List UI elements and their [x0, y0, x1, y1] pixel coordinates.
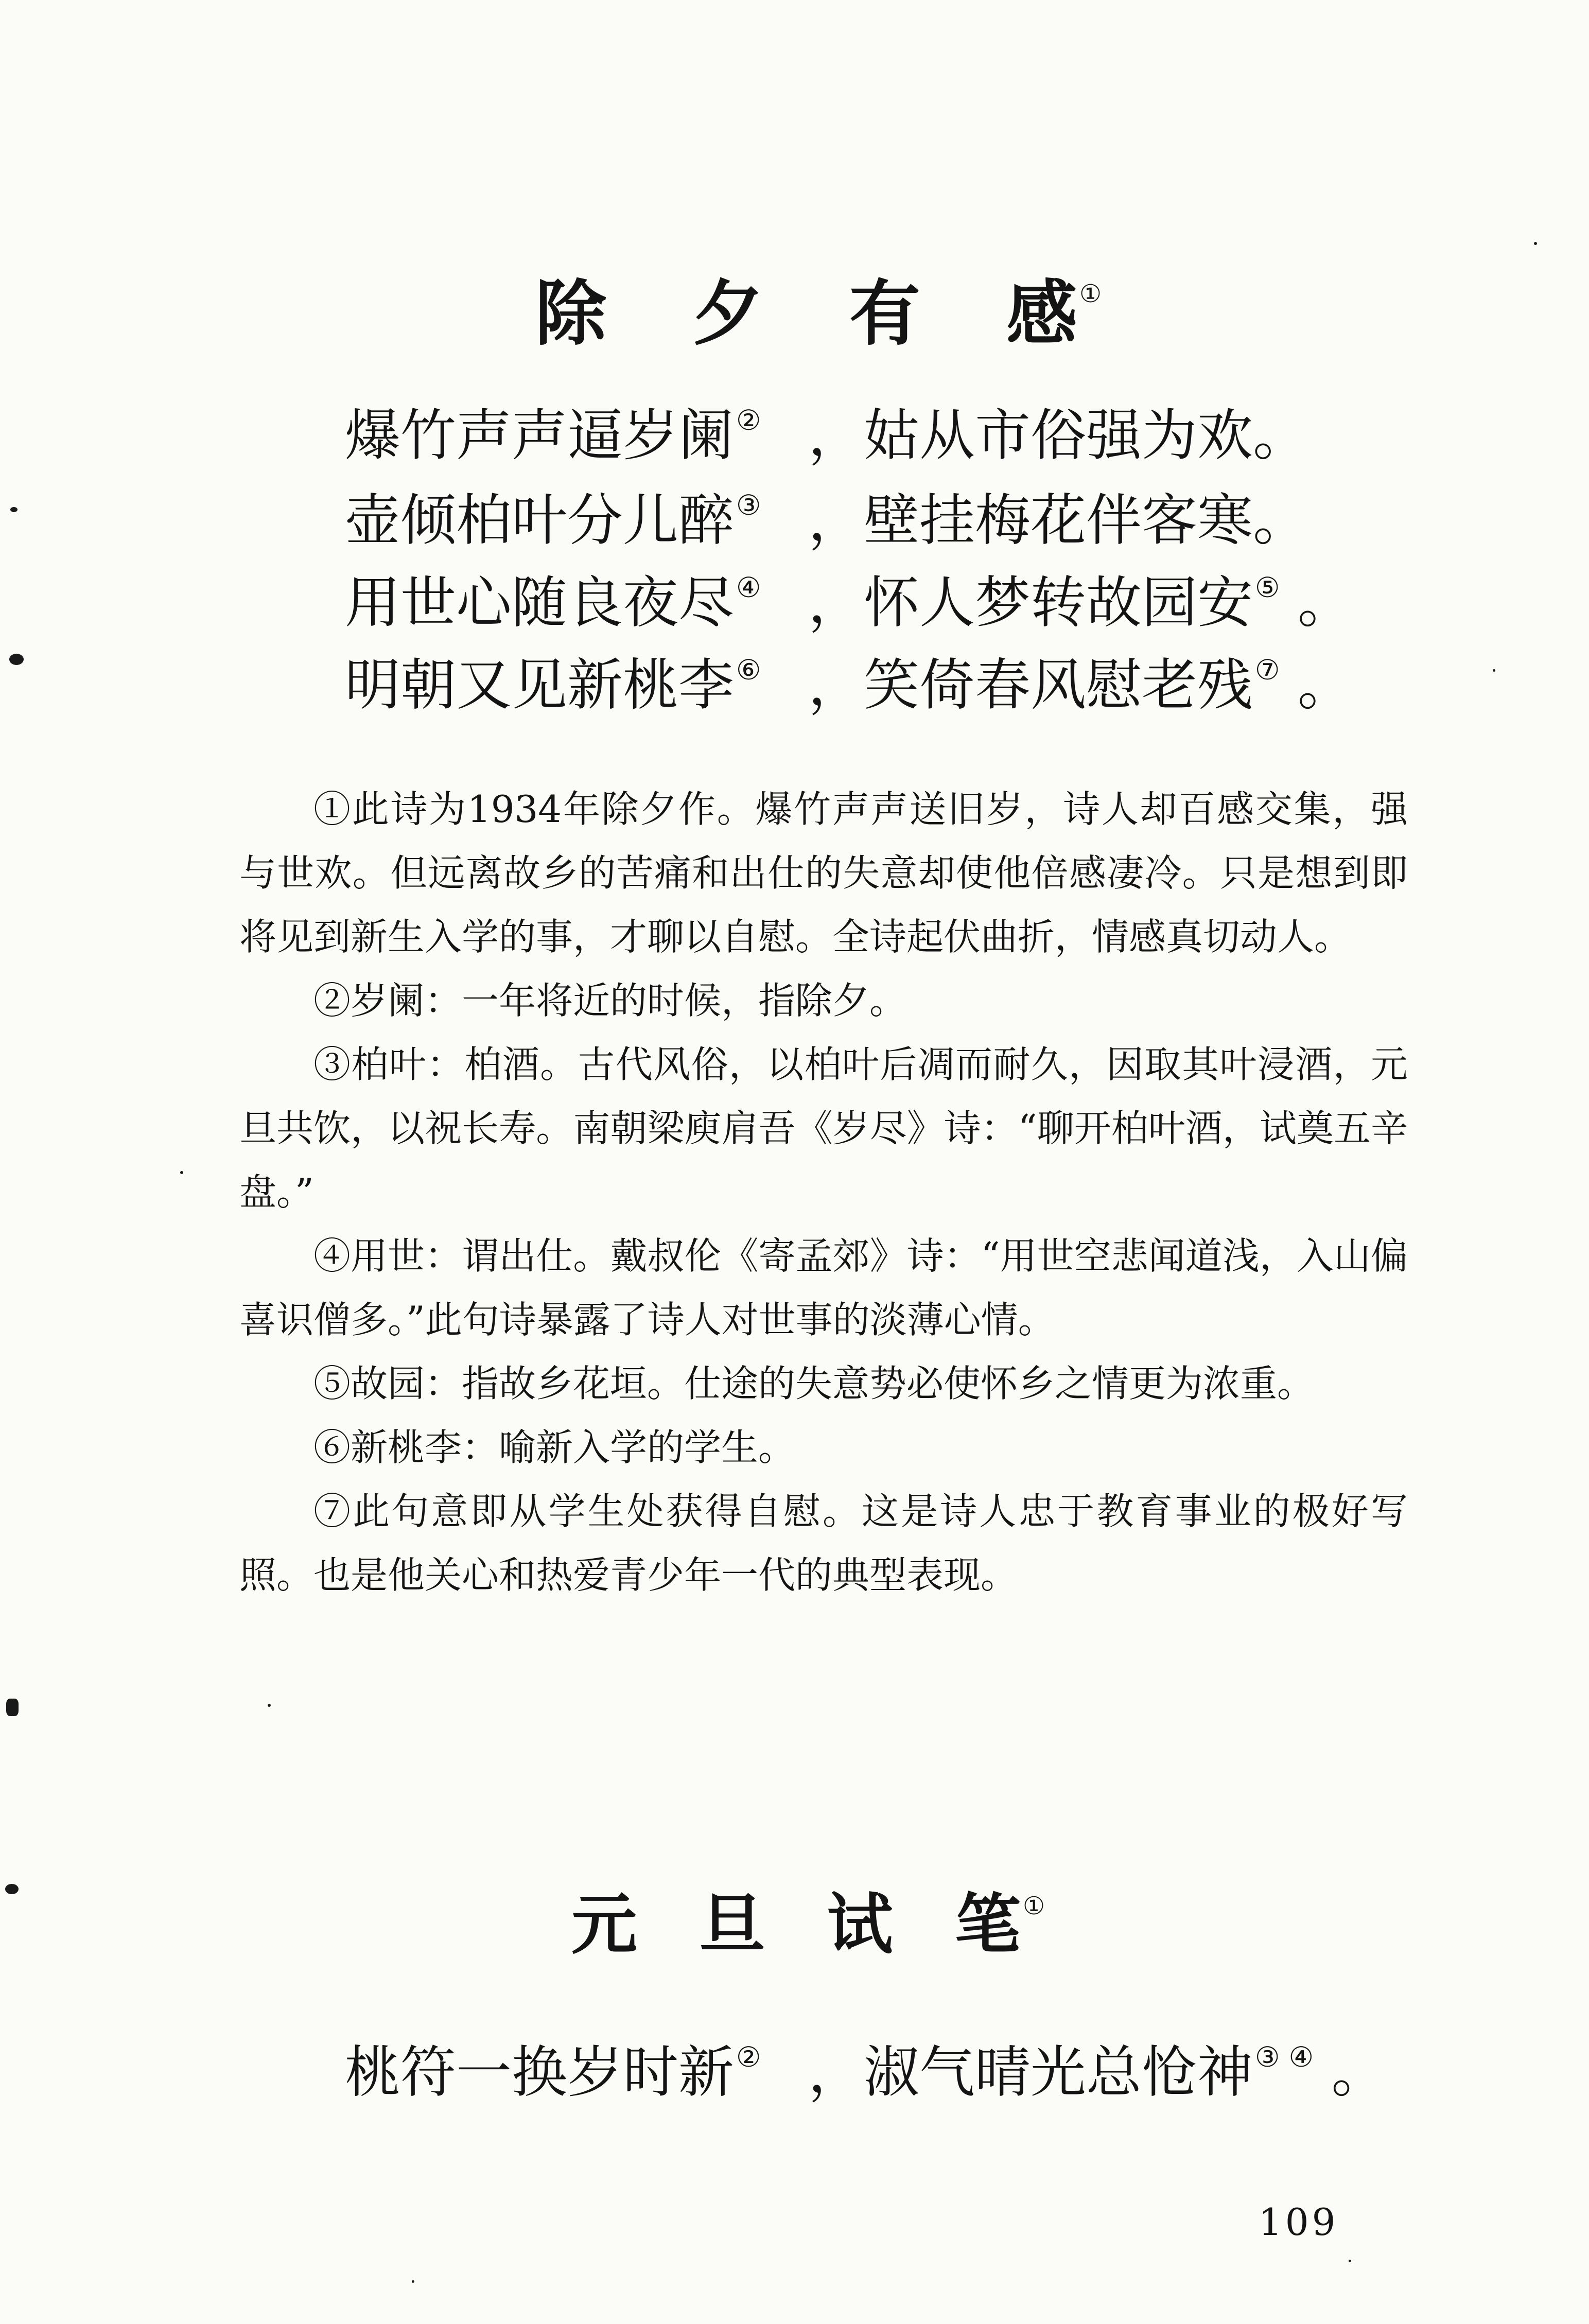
poem-title	[535, 268, 1102, 360]
scan-speck	[268, 1704, 271, 1707]
poem-line	[345, 404, 1374, 468]
footnote-marker: ⑤	[1255, 571, 1280, 604]
line-end-punct: 。	[1280, 653, 1353, 718]
page-number: 109	[1259, 2200, 1339, 2244]
poem-half-line: ，壁挂梅花伴客寒。	[808, 488, 1309, 553]
poem-line	[345, 571, 1374, 635]
footnote: ②岁阑：一年将近的时候，指除夕。	[313, 979, 907, 1022]
footnote-marker: ⑦	[1255, 654, 1280, 686]
scan-speck	[412, 2280, 414, 2283]
poem-half-line: ，姑从市俗强为欢。	[808, 404, 1309, 468]
poem-half-line: ，淑气晴光总怆神	[808, 2040, 1253, 2105]
scan-speck	[180, 1171, 183, 1174]
poem-line	[345, 653, 1374, 718]
poem-title	[571, 1884, 1045, 1966]
scan-speck	[9, 654, 24, 665]
footnote: ①此诗为1934年除夕作。爆竹声声送旧岁，诗人却百感交集，强与世欢。但远离故乡的苦痛和出仕的失意却使他倍感凄冷。只是想到即将见到新生入学的事，才聊以自慰。全诗起伏曲折，情感真切动人。	[239, 788, 1408, 958]
line-end-punct: 。	[1314, 2040, 1387, 2105]
footnote-marker: ③	[736, 489, 761, 521]
footnote: ⑤故园：指故乡花垣。仕途的失意势必使怀乡之情更为浓重。	[313, 1362, 1315, 1405]
scan-speck	[1349, 2260, 1351, 2262]
poem-half-line: 用世心随良夜尽	[345, 571, 735, 635]
poem-half-line: ，怀人梦转故园安	[808, 571, 1253, 635]
title-char: 元	[571, 1886, 638, 1963]
title-char: 旦	[699, 1886, 765, 1963]
poem-half-line: 壶倾柏叶分儿醉	[345, 488, 735, 553]
footnote: ③柏叶：柏酒。古代风俗，以柏叶后凋而耐久，因取其叶浸酒，元旦共饮，以祝长寿。南朝梁庾肩吾《岁尽》诗：“聊开柏叶酒，试奠五辛盘。”	[239, 1043, 1408, 1214]
footnote: ④用世：谓出仕。戴叔伦《寄孟郊》诗：“用世空悲闻道浅，入山偏喜识僧多。”此句诗暴露了诗人对世事的淡薄心情。	[239, 1234, 1408, 1341]
title-char: 夕	[692, 272, 763, 355]
poem-half-line: 爆竹声声逼岁阑	[345, 404, 735, 468]
footnote: ⑦此句意即从学生处获得自慰。这是诗人忠于教育事业的极好写照。也是他关心和热爱青少年一代的典型表现。	[239, 1490, 1408, 1597]
poem-half-line: 明朝又见新桃李	[345, 653, 735, 718]
footnote: ⑥新桃李：喻新入学的学生。	[313, 1426, 796, 1469]
footnotes	[239, 777, 1408, 1607]
title-char: 试	[827, 1886, 893, 1963]
scan-speck	[6, 1699, 19, 1716]
footnote-marker: ⑥	[736, 654, 761, 686]
title-char: 感①	[1006, 272, 1102, 355]
title-char: 除	[535, 272, 607, 355]
scan-speck	[1534, 242, 1537, 245]
scan-speck	[10, 507, 18, 512]
poem-line	[345, 2040, 1387, 2105]
footnote-marker: ②	[736, 2041, 761, 2073]
footnote-marker: ①	[1022, 1892, 1045, 1920]
scan-speck	[1493, 669, 1495, 672]
poem-line	[345, 488, 1374, 553]
footnote-marker: ①	[1079, 279, 1102, 308]
scan-speck	[5, 1884, 19, 1894]
line-end-punct: 。	[1280, 571, 1353, 635]
footnote-marker: ②	[736, 404, 761, 436]
poem-half-line: 桃符一换岁时新	[345, 2040, 735, 2105]
footnote-marker: ④	[736, 571, 761, 604]
title-char: 有	[849, 272, 920, 355]
poem-half-line: ，笑倚春风慰老残	[808, 653, 1253, 718]
title-char: 笔①	[954, 1886, 1045, 1963]
footnote-marker: ③ ④	[1255, 2041, 1314, 2073]
